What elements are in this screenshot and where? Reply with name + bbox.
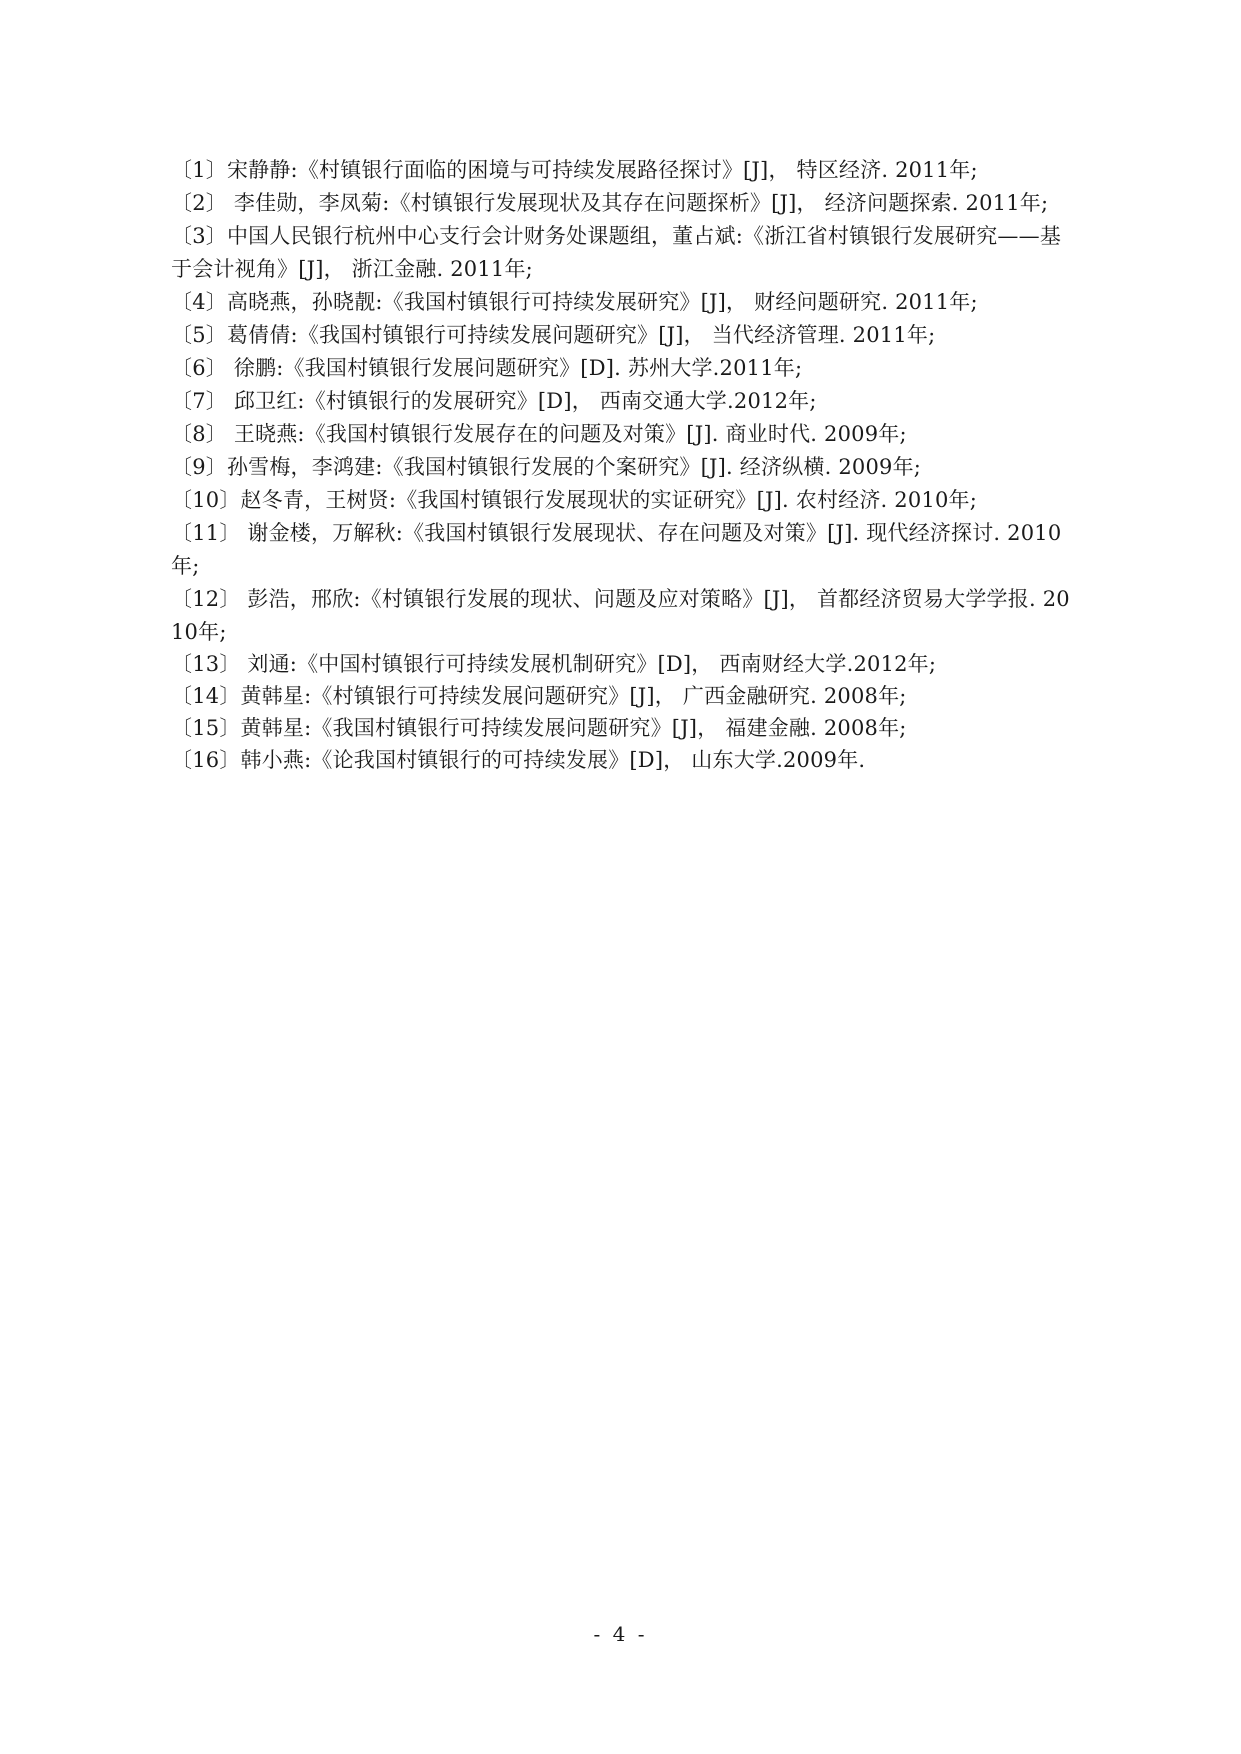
reference-item-4: 〔4〕高晓燕，孙晓靓:《我国村镇银行可持续发展研究》[J]， 财经问题研究. 2011年; xyxy=(171,290,978,314)
reference-item-7: 〔7〕 邱卫红:《村镇银行的发展研究》[D]， 西南交通大学.2012年; xyxy=(171,389,817,413)
reference-item-13: 〔13〕 刘通:《中国村镇银行可持续发展机制研究》[D]， 西南财经大学.2012年; xyxy=(171,652,937,676)
reference-item-14: 〔14〕黄韩星:《村镇银行可持续发展问题研究》[J]， 广西金融研究. 2008年; xyxy=(171,684,907,708)
reference-item-6: 〔6〕 徐鹏:《我国村镇银行发展问题研究》[D]. 苏州大学.2011年; xyxy=(171,356,803,380)
reference-item-3: 〔3〕中国人民银行杭州中心支行会计财务处课题组，董占斌:《浙江省村镇银行发展研究——基于会计视角》[J]， 浙江金融. 2011年; xyxy=(171,224,1062,281)
reference-item-10: 〔10〕赵冬青，王树贤:《我国村镇银行发展现状的实证研究》[J]. 农村经济. 2010年; xyxy=(171,488,978,512)
reference-item-2: 〔2〕 李佳勋，李凤菊:《村镇银行发展现状及其存在问题探析》[J]， 经济问题探索. 2011年; xyxy=(171,191,1049,215)
reference-item-5: 〔5〕葛倩倩:《我国村镇银行可持续发展问题研究》[J]， 当代经济管理. 2011年; xyxy=(171,323,936,347)
reference-list xyxy=(171,154,1071,777)
reference-item-9: 〔9〕孙雪梅，李鸿建:《我国村镇银行发展的个案研究》[J]. 经济纵横. 2009年; xyxy=(171,455,922,479)
reference-item-8: 〔8〕 王晓燕:《我国村镇银行发展存在的问题及对策》[J]. 商业时代. 2009年; xyxy=(171,422,907,446)
reference-item-11: 〔11〕 谢金楼，万解秋:《我国村镇银行发展现状、存在问题及对策》[J]. 现代经济探讨. 2010年; xyxy=(171,521,1062,578)
reference-item-16: 〔16〕韩小燕:《论我国村镇银行的可持续发展》[D]， 山东大学.2009年. xyxy=(171,748,866,772)
reference-item-1: 〔1〕宋静静:《村镇银行面临的困境与可持续发展路径探讨》[J]， 特区经济. 2011年; xyxy=(171,158,978,182)
page-number: - 4 - xyxy=(593,1622,648,1646)
reference-item-12: 〔12〕 彭浩，邢欣:《村镇银行发展的现状、问题及应对策略》[J]， 首都经济贸易大学学报. 2010年; xyxy=(171,587,1070,644)
reference-item-15: 〔15〕黄韩星:《我国村镇银行可持续发展问题研究》[J]， 福建金融. 2008年; xyxy=(171,716,907,740)
